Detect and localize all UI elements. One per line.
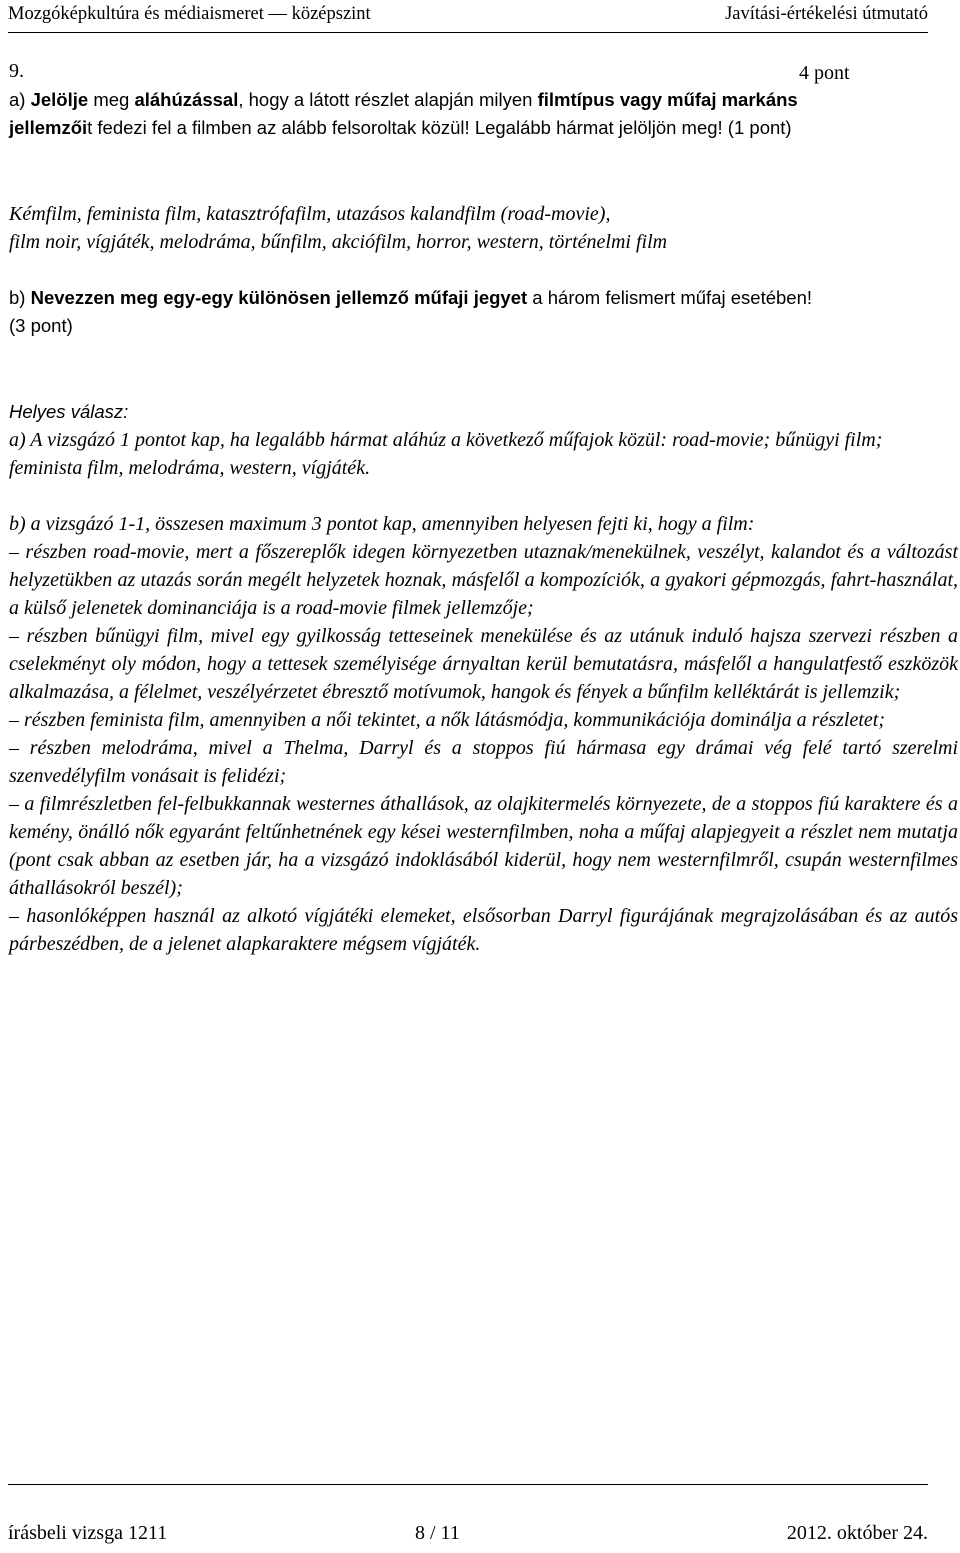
- answer-b-intro: b) a vizsgázó 1-1, összesen maximum 3 pontot kap, amennyiben helyesen fejti ki, hogy a film:: [9, 513, 755, 535]
- answer-b-item-feminist: – részben feminista film, amennyiben a női tekintet, a nők látásmódja, kommunikációja dominálja a részletet;: [9, 709, 885, 731]
- answer-b-item-crime: – részben bűnügyi film, mivel egy gyilkosság tetteseinek menekülése és az utánuk induló hajsza szervezi részben a cselekményt oly módon, hogy a tettesek személyisége árnyaltan kerül bemutatásra, másfelől a hangulatfestő eszközök alkalmazása, a félelmet, veszélyérzetet ébresztő motívumok, hangok és fények a bűnfilm kelléktárát is jellemzik;: [9, 625, 958, 703]
- answer-a: a) A vizsgázó 1 pontot kap, ha legalább hármat aláhúz a következő műfajok közül: road-movie; bűnügyi film; feminista film, melodráma, western, vígjáték.: [9, 429, 883, 479]
- task-a-bold-1: Jelölje: [30, 89, 89, 110]
- genre-list-line-2: film noir, vígjáték, melodráma, bűnfilm, akciófilm, horror, western, történelmi film: [9, 231, 668, 253]
- answer-b-item-comedy: – hasonlóképpen használ az alkotó vígjátéki elemeket, elsősorban Darryl figurájának megrajzolásában és az autós párbeszédben, de a jelenet alapkaraktere mégsem vígjáték.: [9, 905, 958, 955]
- task-a-prefix: a): [9, 89, 31, 110]
- task-a-bold-3: filmtípus vagy műfaj markáns jellemzői: [9, 89, 798, 138]
- answer-b-item-melodrama: – részben melodráma, mivel a Thelma, Darryl és a stoppos fiú hármasa egy drámai vég felé tartó szerelmi szenvedélyfilm vonásait is felidézi;: [9, 737, 958, 787]
- footer-rule: [8, 1484, 928, 1485]
- task-a-text-1: meg: [88, 89, 135, 110]
- header-doc-type: Javítási-értékelési útmutató: [725, 4, 928, 24]
- task-b-text: a három felismert műfaj esetében! (3 pont): [9, 287, 812, 336]
- answer-title: Helyes válasz:: [9, 401, 129, 422]
- answer-b-item-road-movie: – részben road-movie, mert a főszereplők idegen környezetben utaznak/menekülnek, veszélyt, kalandot és a változást helyzetükben az utazás során megélt helyzetek hoznak, másfelől a kompozíciók, a gyakori gépmozgás, fahrt-használat, a külső jelenetek dominanciája is a road-movie filmek jellemzője;: [9, 541, 958, 619]
- question-number: 9.: [9, 60, 24, 82]
- task-b: [9, 284, 829, 340]
- task-b-bold: Nevezzen meg egy-egy különösen jellemző műfaji jegyet: [30, 287, 528, 308]
- genre-list: [9, 200, 909, 256]
- question-points: 4 pont: [799, 62, 850, 84]
- page-header: [8, 0, 928, 32]
- task-a-bold-2: aláhúzással: [134, 89, 239, 110]
- answer-b-item-western: – a filmrészletben fel-felbukkannak westernes áthallások, az olajkitermelés környezete, de a stoppos fiú karaktere és a kemény, önálló nők egyaránt feltűnhetnének egy kései westernfilmben, noha a műfaj alapjegyeit a részlet nem mutatja (pont csak abban az esetben jár, ha a vizsgázó indoklásából kiderül, hogy nem westernfilmről, csupán westernfilmes áthallásokról beszél);: [9, 793, 958, 899]
- header-subject: Mozgóképkultúra és médiaismeret — középszint: [8, 4, 371, 24]
- task-b-prefix: b): [9, 287, 31, 308]
- task-a-text-2: , hogy a látott részlet alapján milyen: [238, 89, 538, 110]
- page-footer: [8, 1522, 928, 1550]
- footer-page-number: 8 / 11: [415, 1522, 460, 1544]
- footer-exam-code: írásbeli vizsga 1211: [8, 1522, 168, 1544]
- answer-b: [9, 510, 958, 958]
- task-a: [9, 86, 809, 142]
- header-rule: [8, 32, 928, 33]
- genre-list-line-1: Kémfilm, feminista film, katasztrófafilm, utazásos kalandfilm (road-movie),: [9, 203, 611, 225]
- task-a-text-3: t fedezi fel a filmben az alább felsoroltak közül! Legalább hármat jelöljön meg! (1 pont): [87, 117, 792, 138]
- footer-date: 2012. október 24.: [786, 1522, 928, 1544]
